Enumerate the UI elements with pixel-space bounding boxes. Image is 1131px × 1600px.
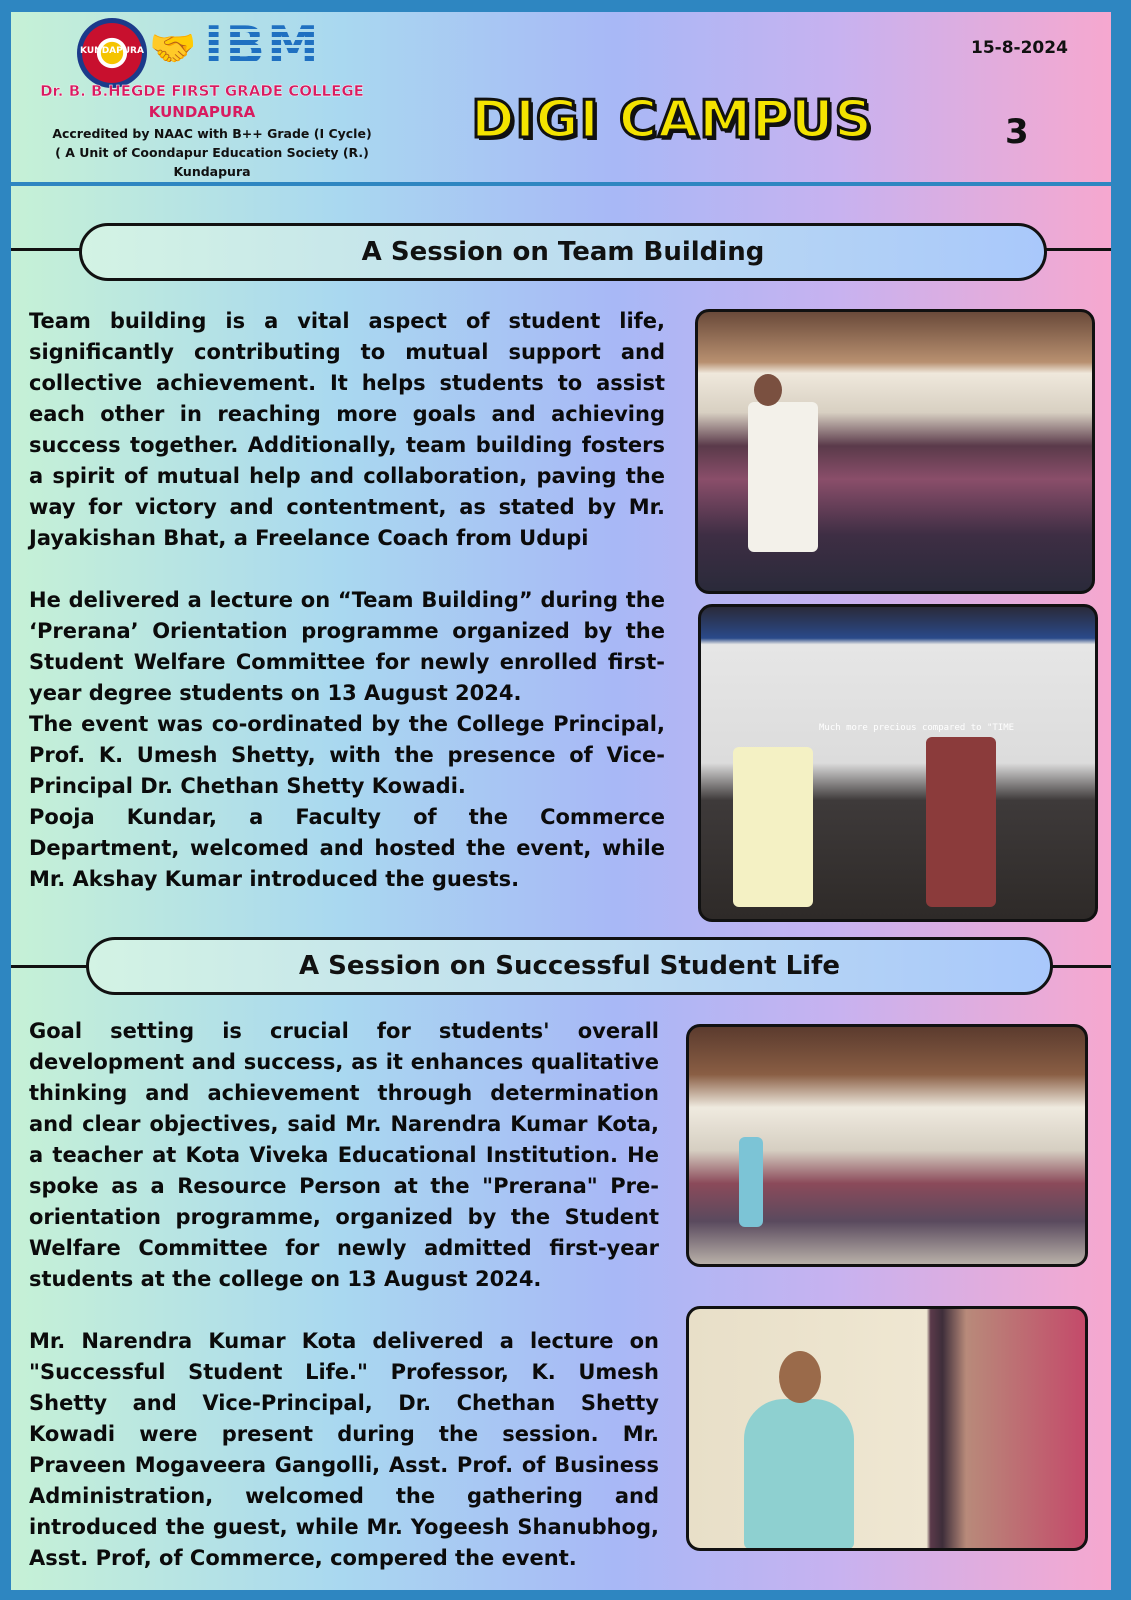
accreditation: Accredited by NAAC with B++ Grade (I Cycle): [52, 126, 372, 141]
handshake-icon: 🤝: [149, 26, 197, 70]
paragraph: He delivered a lecture on “Team Building” during the ‘Prerana’ Orientation programme organized by the Student Welfare Committee for newly enrolled first-year degree students on 13 August 2024.: [29, 588, 665, 705]
photo-student-life-hall: [686, 1024, 1088, 1267]
unit-place: Kundapura: [173, 164, 251, 179]
screen-text: Much more precious compared to "TIME: [819, 723, 1015, 733]
issue-date: 15-8-2024: [971, 38, 1068, 58]
college-name: Dr. B. B.HEGDE FIRST GRADE COLLEGE: [40, 82, 364, 100]
header: [11, 12, 1111, 186]
paragraph: The event was co-ordinated by the College Principal, Prof. K. Umesh Shetty, with the presence of Vice-Principal Dr. Chethan Shetty Kowadi.: [29, 712, 665, 798]
photo-team-building-stage: [698, 604, 1098, 922]
speaker-figure: [748, 402, 818, 552]
paragraph: Goal setting is crucial for students' overall development and success, as it enhances qualitative thinking and achievement through determination and clear objectives, said Mr. Narendra Kumar Kota, a teacher at Kota Viveka Educational Institution. He spoke as a Resource Person at the "Prerana" Pre-orientation programme, organized by the Student Welfare Committee for newly admitted first-year students at the college on 13 August 2024.: [29, 1019, 659, 1291]
photo-student-life-speaker: [686, 1306, 1088, 1551]
digi-campus-banner: DIGI CAMPUS: [471, 90, 873, 150]
speaker-head: [779, 1351, 821, 1403]
team-building-text: [29, 306, 665, 895]
speaker-figure: [744, 1399, 854, 1549]
paragraph: Pooja Kundar, a Faculty of the Commerce Department, welcomed and hosted the event, while Mr. Akshay Kumar introduced the guests.: [29, 805, 665, 891]
unit-line: ( A Unit of Coondapur Education Society (R.): [55, 145, 369, 160]
section-title-team-building: A Session on Team Building: [79, 223, 1047, 281]
student-figure: [926, 737, 996, 907]
student-life-text: [29, 1016, 659, 1574]
speaker-head: [754, 374, 782, 406]
section-divider-right: [1051, 965, 1111, 968]
photo-team-building-audience: [695, 309, 1095, 594]
ibm-logo: IBM: [204, 16, 321, 76]
paragraph: Team building is a vital aspect of student life, significantly contributing to mutual support and collective achievement. It helps students to assist each other in reaching more goals and achieving success together. Additionally, team building fosters a spirit of mutual help and collaboration, paving the way for victory and contentment, as stated by Mr. Jayakishan Bhat, a Freelance Coach from Udupi: [29, 309, 665, 550]
college-emblem-logo: [77, 18, 147, 88]
page-number: 3: [1005, 112, 1029, 152]
section-title-successful-student-life: A Session on Successful Student Life: [86, 937, 1053, 995]
college-place: KUNDAPURA: [148, 103, 256, 121]
section-divider-right: [1045, 248, 1111, 251]
speaker-figure: [733, 747, 813, 907]
college-info: [37, 124, 387, 181]
newsletter-page: [11, 12, 1111, 1590]
speaker-figure: [739, 1137, 763, 1227]
emblem-text: KUNDAPURA: [80, 46, 144, 56]
paragraph: Mr. Narendra Kumar Kota delivered a lecture on "Successful Student Life." Professor, K. Umesh Shetty and Vice-Principal, Dr. Chethan Shetty Kowadi were present during the session. Mr. Praveen Mogaveera Gangolli, Asst. Prof. of Business Administration, welcomed the gathering and introduced the guest, while Mr. Yogeesh Shanubhog, Asst. Prof, of Commerce, compered the event.: [29, 1329, 659, 1570]
